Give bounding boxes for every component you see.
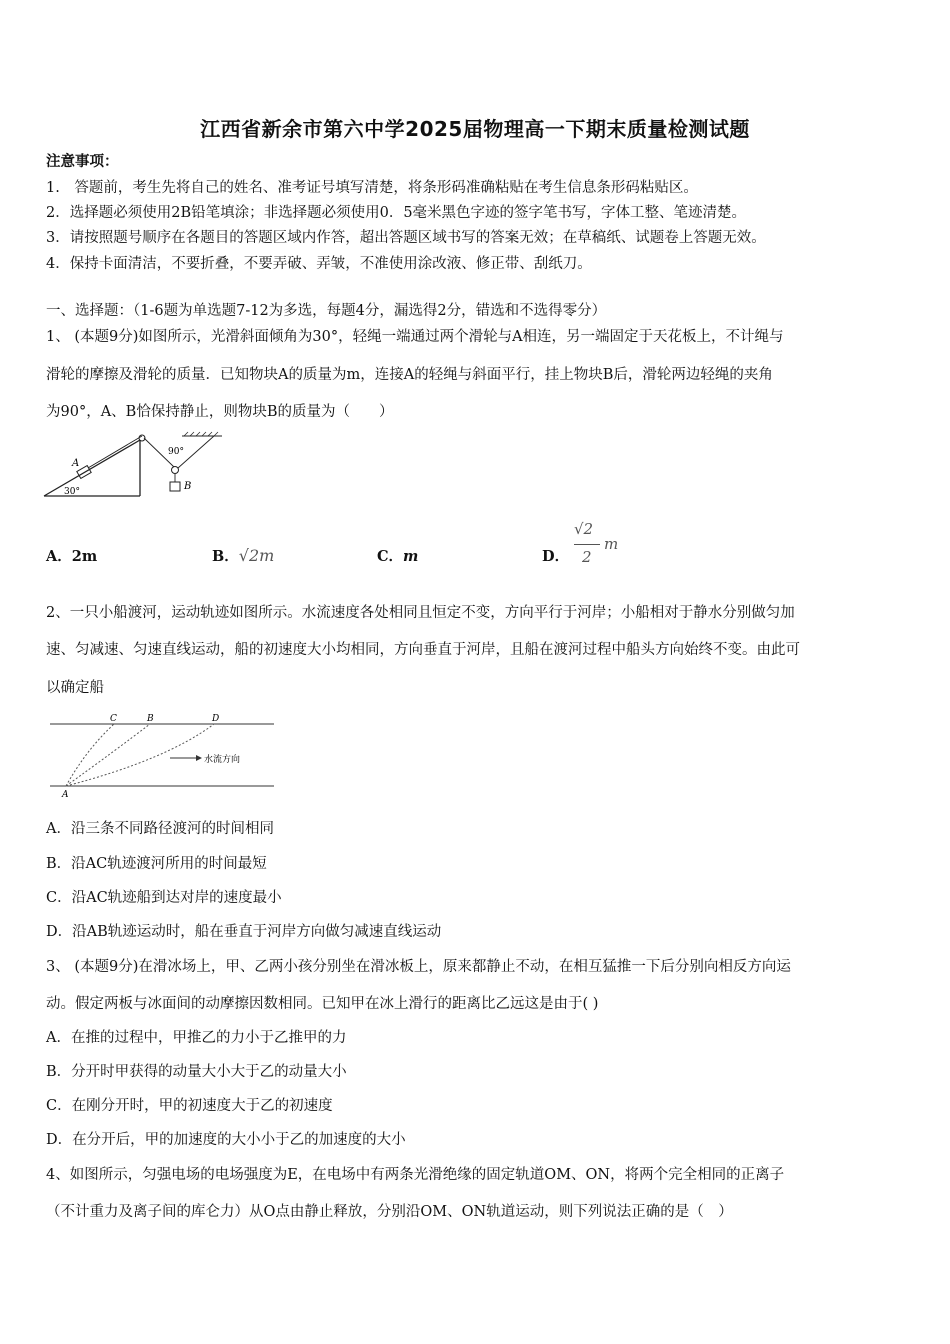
q1-line-2: 滑轮的摩擦及滑轮的质量．已知物块A的质量为m，连接A的轻绳与斜面平行，挂上物块B后，滑轮两边轻绳的夹角: [46, 367, 773, 383]
q3-option-b[interactable]: B．分开时甲获得的动量大小大于乙的动量大小: [46, 1064, 347, 1080]
q4-line-2: （不计重力及离子间的库仑力）从O点由静止释放，分别沿OM、ON轨道运动，则下列说法正确的是（ ）: [46, 1204, 733, 1220]
q2-option-d[interactable]: D．沿AB轨迹运动时，船在垂直于河岸方向做匀减速直线运动: [46, 924, 442, 940]
q1-incline-figure: [42, 430, 232, 500]
q1-option-d[interactable]: D．: [542, 548, 570, 565]
q1-line-1: 1、 (本题9分)如图所示，光滑斜面倾角为30°，轻绳一端通过两个滑轮与A相连，另一端固定于天花板上，不计绳与: [46, 329, 784, 345]
q2-option-a[interactable]: A．沿三条不同路径渡河的时间相同: [46, 821, 274, 837]
page-title: 江西省新余市第六中学2025届物理高一下期末质量检测试题: [200, 117, 750, 141]
section-heading: 一、选择题：（1-6题为单选题7-12为多选，每题4分，漏选得2分，错选和不选得零分）: [46, 303, 607, 319]
q1-fig-angle-30: 30°: [64, 487, 80, 497]
q2-line-1: 2、一只小船渡河，运动轨迹如图所示。水流速度各处相同且恒定不变，方向平行于河岸；小船相对于静水分别做匀加: [46, 605, 795, 621]
q2-fig-label-b: B: [147, 714, 154, 724]
q3-option-c[interactable]: C．在刚分开时，甲的初速度大于乙的初速度: [46, 1098, 333, 1114]
q3-option-a[interactable]: A．在推的过程中，甲推乙的力小于乙推甲的力: [46, 1030, 347, 1046]
notice-item-1: 1. 答题前，考生先将自己的姓名、准考证号填写清楚，将条形码准确粘贴在考生信息条形码粘贴区。: [46, 180, 698, 196]
q1-option-a[interactable]: A．2m: [46, 548, 98, 565]
q3-line-1: 3、 (本题9分)在滑冰场上，甲、乙两小孩分别坐在滑冰板上，原来都静止不动，在相互猛推一下后分别向相反方向运: [46, 959, 791, 975]
q2-line-2: 速、匀减速、匀速直线运动，船的初速度大小均相同，方向垂直于河岸，且船在渡河过程中船头方向始终不变。由此可: [46, 642, 800, 658]
q1-line-3: 为90°，A、B恰保持静止，则物块B的质量为（ ）: [46, 404, 394, 420]
q1-option-b[interactable]: B．√2m: [212, 546, 275, 565]
notice-item-3: 3．请按照题号顺序在各题目的答题区域内作答，超出答题区域书写的答案无效；在草稿纸、试题卷上答题无效。: [46, 230, 766, 246]
q1-fig-label-a: A: [72, 458, 80, 469]
q1-fig-label-b: B: [184, 481, 192, 492]
q1-fig-angle-90: 90°: [168, 447, 184, 457]
q2-fig-label-d: D: [212, 714, 220, 724]
q2-fig-label-a: A: [62, 790, 69, 800]
q1-option-c[interactable]: C．m: [377, 548, 419, 565]
q1-option-d-fraction: √2 2 m: [574, 520, 619, 566]
notice-item-2: 2．选择题必须使用2B铅笔填涂；非选择题必须使用0．5毫米黑色字迹的签字笔书写，字体工整、笔迹清楚。: [46, 205, 747, 221]
q2-fig-flow-label: 水流方向: [204, 755, 241, 765]
q3-option-d[interactable]: D．在分开后，甲的加速度的大小小于乙的加速度的大小: [46, 1132, 406, 1148]
q2-option-c[interactable]: C．沿AC轨迹船到达对岸的速度最小: [46, 890, 282, 906]
notice-heading: 注意事项：: [46, 153, 119, 170]
q2-option-b[interactable]: B．沿AC轨迹渡河所用的时间最短: [46, 856, 267, 872]
notice-item-4: 4．保持卡面清洁，不要折叠，不要弄破、弄皱，不准使用涂改液、修正带、刮纸刀。: [46, 256, 592, 272]
q3-line-2: 动。假定两板与冰面间的动摩擦因数相同。已知甲在冰上滑行的距离比乙远这是由于( ): [46, 996, 599, 1012]
q4-line-1: 4、如图所示，匀强电场的电场强度为E，在电场中有两条光滑绝缘的固定轨道OM、ON，将两个完全相同的正离子: [46, 1167, 785, 1183]
q2-fig-label-c: C: [110, 714, 117, 724]
q2-river-figure: [46, 710, 276, 800]
q2-line-3: 以确定船: [46, 680, 104, 696]
